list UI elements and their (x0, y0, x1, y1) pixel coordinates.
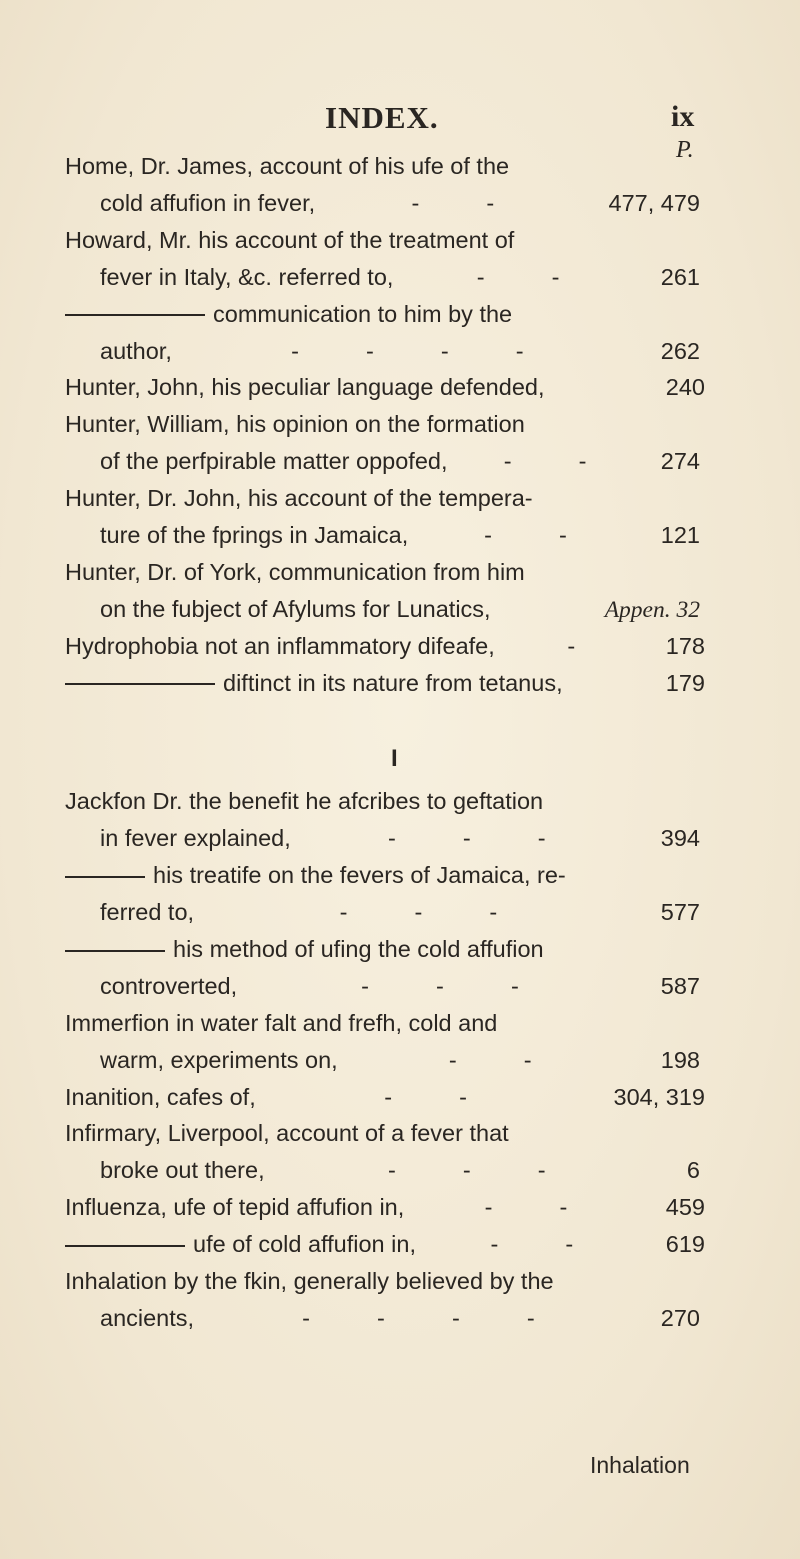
index-line (65, 406, 705, 442)
section-letter: I (391, 745, 398, 772)
entry-text: fever in Italy, &c. referred to, (100, 263, 394, 290)
entry-text: ancients, (100, 1304, 195, 1331)
index-line-text (100, 259, 393, 295)
index-line-text (65, 1005, 497, 1041)
entry-text: Immerfion in water falt and frefh, cold and (65, 1009, 498, 1036)
index-line-text (100, 443, 448, 479)
index-line (65, 665, 705, 701)
index-line-text (65, 1115, 509, 1151)
index-line (100, 185, 700, 221)
entry-text: cold affufion in fever, (100, 189, 316, 216)
page-column-label: P. (676, 137, 694, 163)
index-line-text (65, 628, 495, 664)
index-line-text (65, 1263, 554, 1299)
index-line (65, 480, 705, 516)
leader-dashes (495, 628, 666, 664)
entry-text: Hunter, Dr. John, his account of the tempera- (65, 485, 533, 512)
page-reference: 619 (665, 1231, 705, 1258)
entry-text: his method of ufing the cold affufion (173, 935, 544, 962)
index-line (65, 783, 705, 819)
index-line-text (65, 554, 525, 590)
entry-text: ufe of cold affufion in, (193, 1231, 416, 1258)
page-reference: 261 (660, 263, 700, 290)
leader-text: - - (411, 189, 513, 216)
page-reference: 459 (665, 1194, 705, 1221)
index-line (100, 1042, 700, 1078)
index-line-text (100, 591, 491, 627)
index-line-text (65, 783, 543, 819)
index-line (65, 369, 705, 405)
index-line-text (65, 406, 525, 442)
leader-dashes (256, 1079, 614, 1115)
page-reference: 240 (665, 374, 705, 401)
catchword: Inhalation (590, 1452, 690, 1478)
index-line-text (65, 665, 563, 701)
leader-text: - - (384, 1083, 485, 1110)
entry-text: ture of the fprings in Jamaica, (100, 522, 409, 548)
page-reference: 587 (660, 972, 700, 999)
page-reference: 477, 479 (608, 189, 700, 216)
leader-dashes (172, 333, 661, 369)
page-reference: 304, 319 (613, 1083, 705, 1110)
leader-dashes (265, 1152, 687, 1188)
index-line (65, 1189, 705, 1225)
leader-text: - - (484, 522, 585, 548)
leader-dashes (404, 1189, 666, 1225)
page-reference: 394 (660, 825, 700, 852)
index-line (65, 1263, 705, 1299)
page-number: ix (671, 100, 695, 133)
leader-text: - - (476, 263, 578, 290)
leader-dashes (448, 443, 661, 479)
ditto-dash (65, 876, 145, 878)
index-line (100, 517, 700, 553)
entry-text: author, (100, 337, 172, 364)
entry-text: communication to him by the (213, 300, 513, 327)
page-header (0, 100, 800, 140)
index-line-text (100, 820, 291, 856)
entry-text: Hunter, Dr. of York, communication from him (65, 558, 525, 585)
leader-text: - - - - (291, 337, 542, 364)
index-line (65, 857, 705, 893)
index-line (65, 296, 705, 332)
index-line-text (65, 480, 533, 516)
entry-text: in fever explained, (100, 825, 291, 852)
leader-text: - - - (361, 972, 537, 999)
leader-text: - (567, 632, 594, 659)
page-reference: 198 (660, 1046, 700, 1073)
page-reference: 178 (665, 632, 705, 659)
entry-text: diftinct in its nature from tetanus, (223, 669, 563, 696)
page-title: INDEX. (325, 100, 439, 135)
page-reference: 274 (660, 448, 700, 475)
leader-dashes (416, 1226, 666, 1262)
leader-dashes (194, 894, 661, 930)
leader-dashes (338, 1042, 661, 1078)
entry-text: Inanition, cafes of, (65, 1083, 256, 1110)
leader-dashes (237, 968, 661, 1004)
index-line (100, 968, 700, 1004)
index-line (100, 1152, 700, 1188)
page-reference: 262 (660, 337, 700, 364)
leader-text: - - (490, 1231, 592, 1258)
entry-text: Hunter, John, his peculiar language defended, (65, 374, 545, 401)
ditto-dash (65, 683, 215, 685)
entry-text: Jackfon Dr. the benefit he afcribes to geftation (65, 788, 544, 815)
index-line-text (100, 968, 237, 1004)
leader-dashes (194, 1300, 661, 1336)
index-line-text (65, 222, 514, 258)
page-reference: 270 (660, 1304, 700, 1331)
index-line-text (100, 333, 172, 369)
leader-text: - - (503, 448, 605, 475)
index-line-text (65, 148, 509, 184)
index-line (65, 931, 705, 967)
index-line-text (100, 1042, 338, 1078)
entry-text: broke out there, (100, 1157, 265, 1184)
entry-text: his treatife on the fevers of Jamaica, re- (153, 862, 566, 889)
index-line-text (100, 1300, 194, 1336)
index-line (100, 1300, 700, 1336)
index-line (65, 1226, 705, 1262)
index-line-text (100, 185, 315, 221)
index-line (100, 333, 700, 369)
index-line (65, 222, 705, 258)
leader-dashes (408, 517, 661, 553)
leader-dashes (291, 820, 661, 856)
entry-text: Infirmary, Liverpool, account of a fever that (65, 1120, 509, 1147)
index-line (65, 554, 705, 590)
index-line-text (65, 296, 512, 332)
index-line-text (65, 1226, 416, 1262)
index-line-text (65, 857, 566, 893)
entry-text: Inhalation by the fkin, generally believed by the (65, 1268, 554, 1294)
page-reference: 577 (660, 899, 700, 925)
index-line (65, 1079, 705, 1115)
index-line-text (100, 1152, 265, 1188)
leader-text: - - - (387, 1157, 564, 1184)
index-line (65, 1005, 705, 1041)
index-line (100, 820, 700, 856)
entry-text: Howard, Mr. his account of the treatment of (65, 226, 515, 253)
page-reference: 121 (660, 522, 700, 548)
entry-text: controverted, (100, 972, 238, 999)
index-line (65, 148, 705, 184)
leader-dashes (393, 259, 660, 295)
page-reference: 179 (665, 669, 705, 696)
ditto-dash (65, 1245, 185, 1247)
entry-text: on the fubject of Afylums for Lunatics, (100, 595, 491, 622)
entry-text: warm, experiments on, (100, 1046, 338, 1073)
leader-text: - - (484, 1194, 586, 1221)
entry-text: Influenza, ufe of tepid affufion in, (65, 1194, 405, 1221)
index-line (100, 591, 700, 627)
index-line (100, 443, 700, 479)
entry-text: Hydrophobia not an inflammatory difeafe, (65, 632, 495, 659)
index-line-text (65, 931, 544, 967)
page-reference: Appen. 32 (604, 596, 700, 623)
index-line-text (100, 894, 194, 930)
index-line-text (65, 1079, 256, 1115)
index-line-text (65, 1189, 404, 1225)
entry-text: ferred to, (100, 899, 195, 925)
index-line (100, 259, 700, 295)
index-line-text (65, 369, 545, 405)
ditto-dash (65, 314, 205, 316)
index-line (100, 894, 700, 930)
page-reference: 6 (686, 1157, 700, 1184)
entry-text: Hunter, William, his opinion on the formation (65, 411, 525, 438)
index-line (65, 628, 705, 664)
leader-text: - - - - (302, 1304, 553, 1331)
leader-text: - - - (387, 825, 564, 852)
leader-text: - - - (339, 899, 516, 925)
index-line-text (100, 517, 408, 553)
leader-text: - - (448, 1046, 550, 1073)
entry-text: Home, Dr. James, account of his ufe of the (65, 153, 510, 179)
entry-text: of the perfpirable matter oppofed, (100, 448, 448, 475)
ditto-dash (65, 950, 165, 952)
index-line (65, 1115, 705, 1151)
leader-dashes (315, 185, 608, 221)
